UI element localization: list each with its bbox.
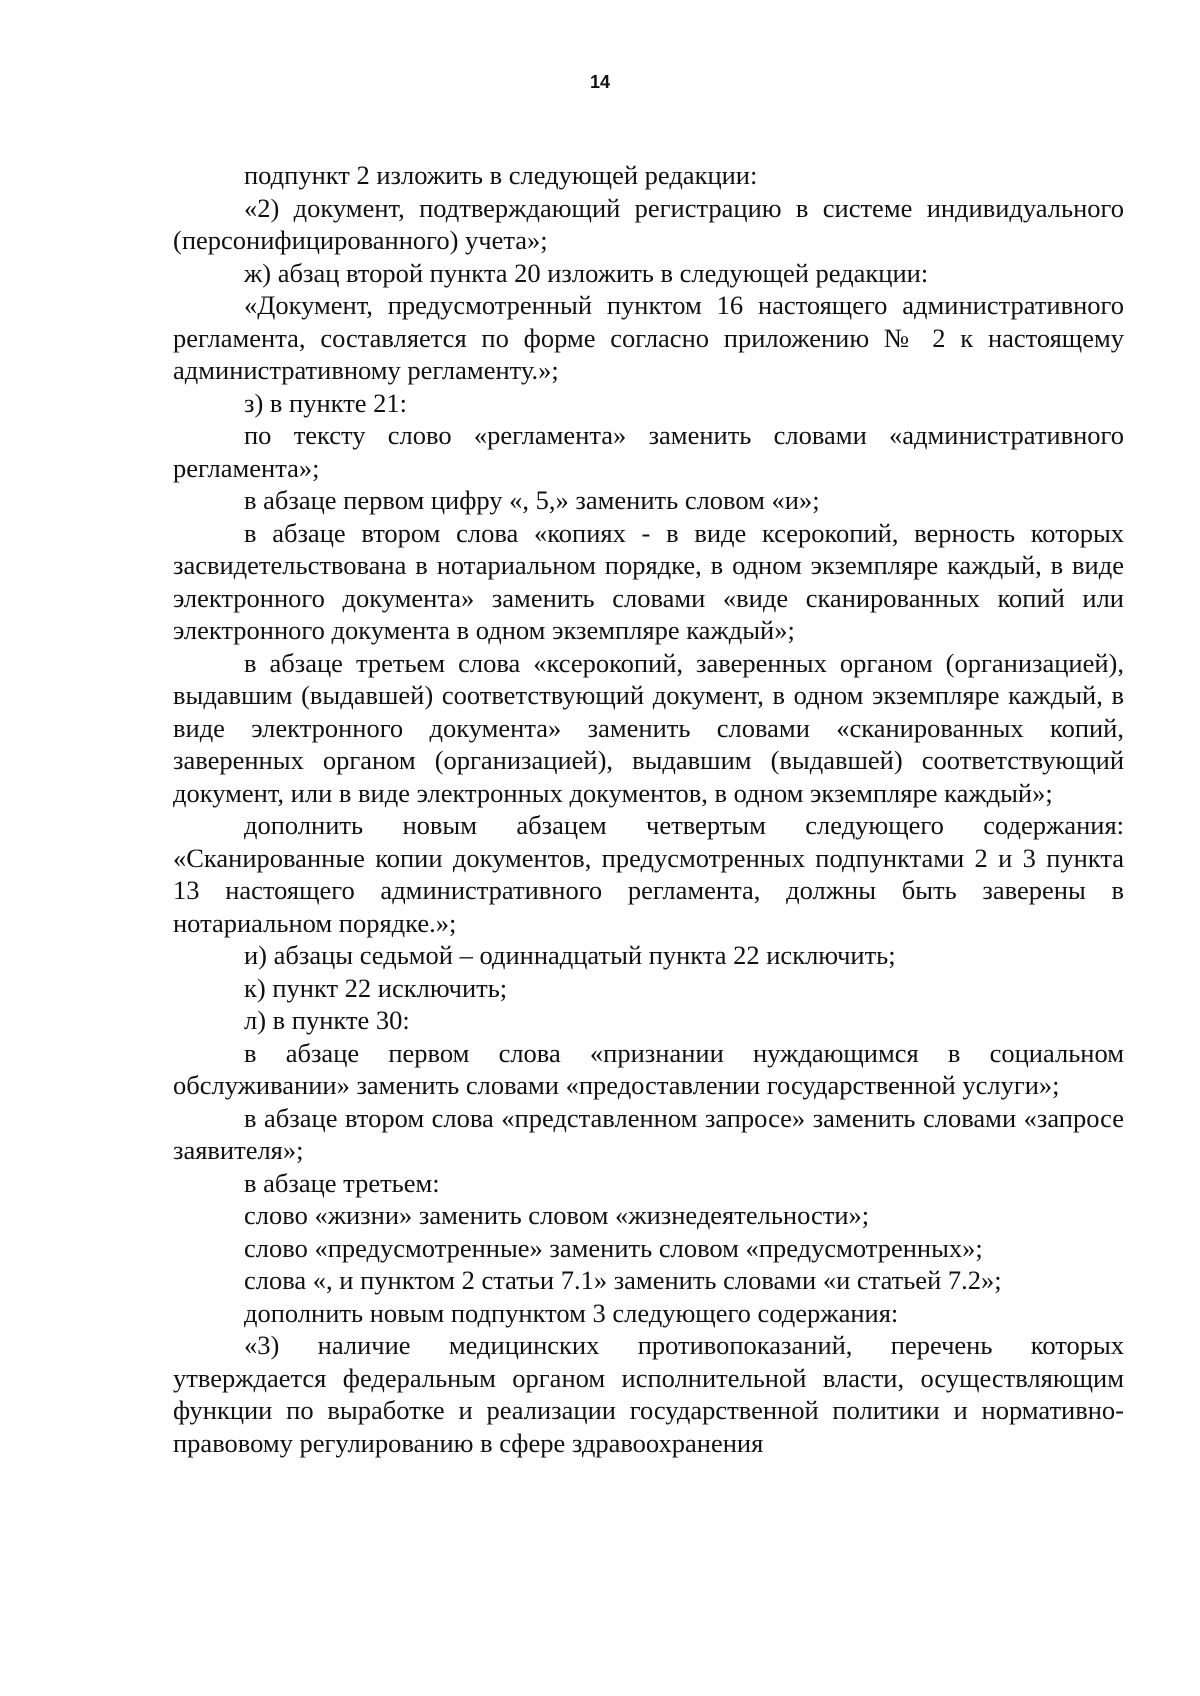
paragraph: в абзаце втором слова «представленном запросе» заменить словами «запросе заявителя»; bbox=[173, 1102, 1124, 1165]
paragraph: в абзаце первом слова «признании нуждающимся в социальном обслуживании» заменить словами «предоставлении государственной услуги»; bbox=[173, 1037, 1124, 1100]
paragraph: в абзаце втором слова «копиях - в виде ксерокопий, верность которых засвидетельствована в нотариальном порядке, в одном экземпляре каждый, в виде электронного документа» заменить словами «виде сканированных копий или электронного документа в одном экземпляре каждый»; bbox=[173, 517, 1124, 645]
paragraph: «3) наличие медицинских противопоказаний, перечень которых утверждается федеральным органом исполнительной власти, осуществляющим функции по выработке и реализации государственной политики и нормативно-правовому регулированию в сфере здравоохранения bbox=[173, 1330, 1124, 1458]
paragraph: в абзаце третьем: bbox=[244, 1167, 440, 1198]
paragraph: к) пункт 22 исключить; bbox=[244, 972, 508, 1003]
paragraph: слово «предусмотренные» заменить словом «предусмотренных»; bbox=[244, 1232, 983, 1263]
paragraph: в абзаце третьем слова «ксерокопий, заверенных органом (организацией), выдавшим (выдавшей) соответствующий документ, в одном экземпляре каждый, в виде электронного документа» заменить словами «сканированных копий, заверенных органом (организацией), выдавшим (выдавшей) соответствующий документ, или в виде электронных документов, в одном экземпляре каждый»; bbox=[173, 647, 1124, 808]
paragraph: подпункт 2 изложить в следующей редакции: bbox=[244, 160, 758, 190]
paragraph: «Документ, предусмотренный пунктом 16 настоящего административного регламента, составляется по форме согласно приложению № 2 к настоящему административному регламенту.»; bbox=[173, 290, 1124, 385]
paragraph: и) абзацы седьмой – одиннадцатый пункта 22 исключить; bbox=[244, 940, 896, 970]
paragraph: по тексту слово «регламента» заменить словами «административного регламента»; bbox=[173, 420, 1124, 483]
paragraph: з) в пункте 21: bbox=[244, 387, 408, 418]
paragraph: в абзаце первом цифру «, 5,» заменить словом «и»; bbox=[244, 485, 820, 515]
paragraph: л) в пункте 30: bbox=[244, 1005, 410, 1035]
paragraph: слово «жизни» заменить словом «жизнедеятельности»; bbox=[244, 1200, 870, 1230]
paragraph: ж) абзац второй пункта 20 изложить в следующей редакции: bbox=[244, 257, 929, 288]
page-number: 14 bbox=[589, 72, 611, 92]
paragraph: дополнить новым подпунктом 3 следующего содержания: bbox=[244, 1297, 899, 1328]
paragraph: «2) документ, подтверждающий регистрацию в системе индивидуального (персонифицированного) учета»; bbox=[173, 192, 1124, 255]
paragraph: слова «, и пунктом 2 статьи 7.1» заменить словами «и статьей 7.2»; bbox=[244, 1265, 1002, 1295]
document-body bbox=[173, 159, 1124, 1459]
paragraph: дополнить новым абзацем четвертым следующего содержания: «Сканированные копии документов, предусмотренных подпунктами 2 и 3 пункта 13 настоящего административного регламента, должны быть заверены в нотариальном порядке.»; bbox=[173, 810, 1124, 938]
